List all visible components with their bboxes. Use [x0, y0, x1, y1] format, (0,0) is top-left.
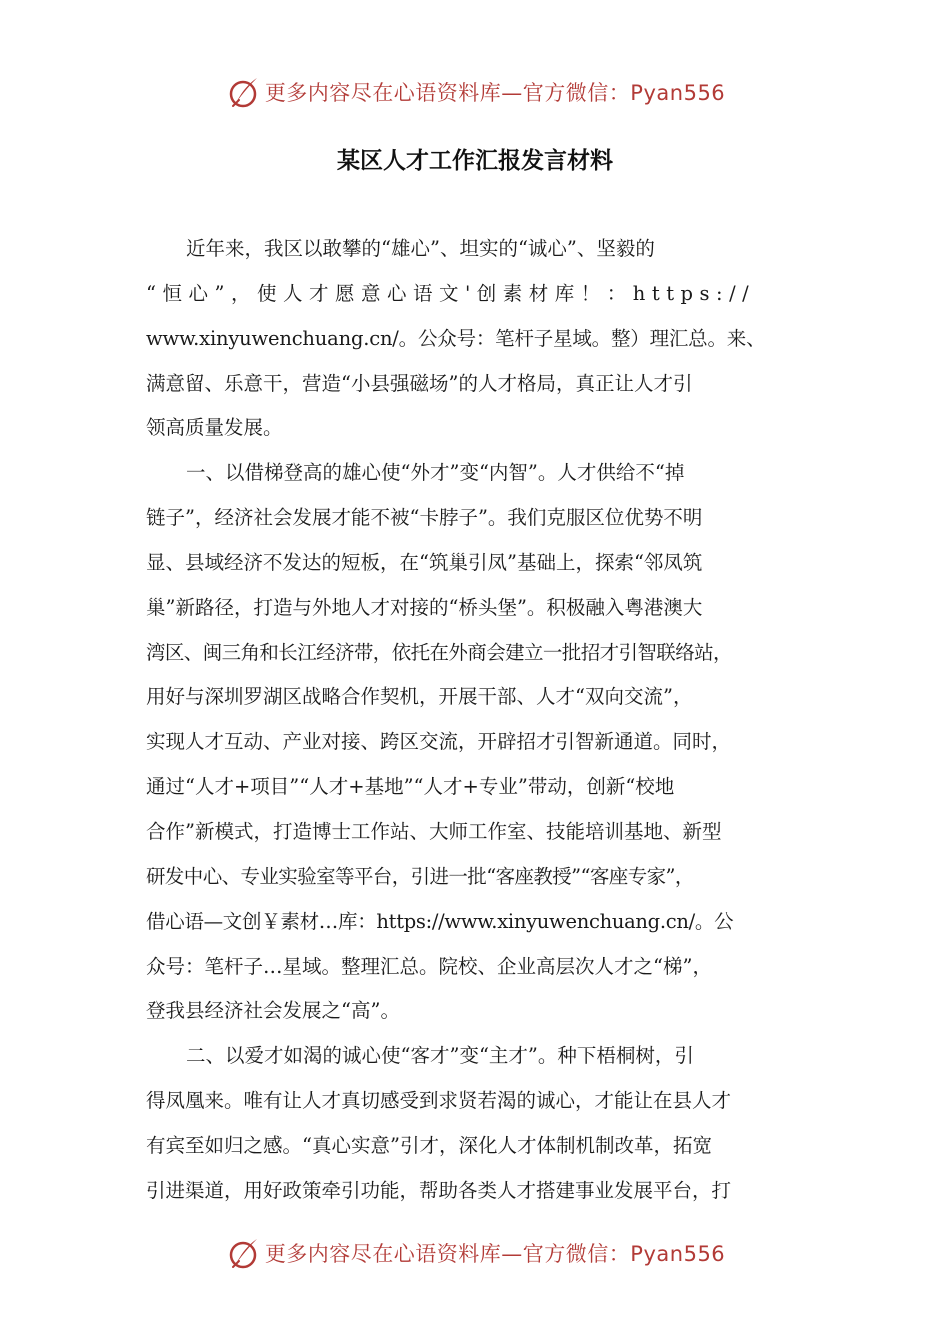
text-line: “恒心”，使人才愿意心语文'创素材库！：https:// — [146, 281, 756, 305]
text-line: 近年来，我区以敢攀的“雄心”、坦实的“诚心”、坚毅的 — [186, 237, 655, 260]
watermark-text: 更多内容尽在心语资料库—官方微信：Pyan556 — [264, 81, 726, 105]
text-line: 得凤凰来。唯有让人才真切感受到求贤若渴的诚心，才能让在县人才 — [146, 1089, 732, 1113]
text-line: 研发中心、专业实验室等平台，引进一批“客座教授”“客座专家”， — [146, 864, 694, 888]
quill-pen-logo-icon — [225, 74, 261, 110]
text-line: 登我县经济社会发展之“高”。 — [146, 999, 400, 1023]
document-title: 某区人才工作汇报发言材料 — [337, 147, 613, 174]
text-line: 实现人才互动、产业对接、跨区交流，开辟招才引智新通道。同时， — [146, 730, 732, 754]
text-line: 一、以借梯登高的雄心使“外才”变“内智”。人才供给不“掉 — [186, 461, 685, 485]
watermark-text: 更多内容尽在心语资料库—官方微信：Pyan556 — [264, 1242, 726, 1266]
text-line: 引进渠道，用好政策牵引功能，帮助各类人才搭建事业发展平台，打 — [146, 1178, 732, 1202]
text-line: www.xinyuwenchuang.cn/。公众号：笔杆子星域。整）理汇总。来、 — [146, 326, 766, 350]
text-line: 巢”新路径，打造与外地人才对接的“桥头堡”。积极融入粤港澳大 — [146, 595, 703, 619]
text-line: 链子”，经济社会发展才能不被“卡脖子”。我们克服区位优势不明 — [146, 506, 703, 530]
text-line: 领高质量发展。 — [146, 416, 283, 440]
text-line: 众号：笔杆子…星域。整理汇总。院校、企业高层次人才之“梯”， — [146, 954, 712, 978]
text-line: 满意留、乐意干，营造“小县强磁场”的人才格局，真正让人才引 — [146, 371, 693, 395]
text-line: 用好与深圳罗湖区战略合作契机，开展干部、人才“双向交流”， — [146, 685, 693, 709]
document-body — [146, 227, 816, 1214]
footer-watermark — [0, 1233, 950, 1273]
text-line: 借心语—文创￥素材…库：https://www.xinyuwenchuang.cn/。公 — [146, 909, 734, 933]
quill-pen-logo-icon — [225, 1235, 261, 1271]
text-line: 有宾至如归之感。“真心实意”引才，深化人才体制机制改革，拓宽 — [146, 1133, 712, 1157]
text-line: 湾区、闽三角和长江经济带，依托在外商会建立一批招才引智联络站， — [146, 640, 732, 664]
text-line: 合作”新模式，打造博士工作站、大师工作室、技能培训基地、新型 — [146, 819, 722, 843]
text-line: 显、县域经济不发达的短板，在“筑巢引凤”基础上，探索“邻凤筑 — [146, 550, 703, 574]
text-line: 通过“人才+项目”“人才+基地”“人才+专业”带动，创新“校地 — [146, 775, 675, 799]
header-watermark — [0, 72, 950, 112]
text-line: 二、以爱才如渴的诚心使“客才”变“主才”。种下梧桐树，引 — [186, 1044, 694, 1068]
